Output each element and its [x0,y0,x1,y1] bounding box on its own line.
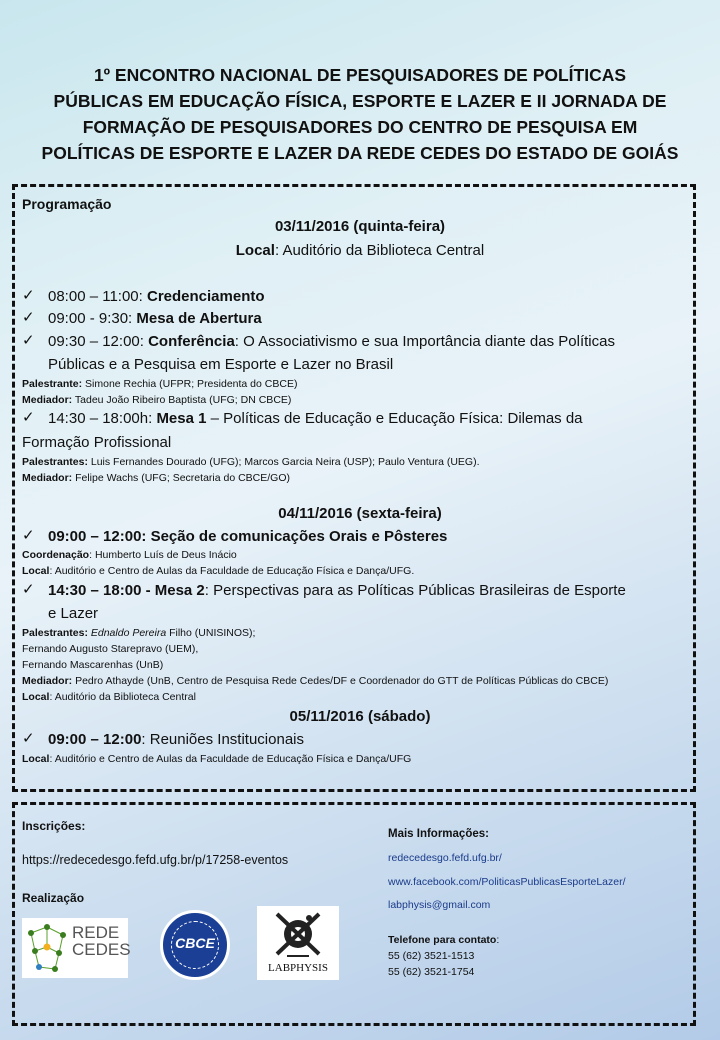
schedule-item: 09:00 – 12:00: Seção de comunicações Orais e Pôsteres [48,528,448,545]
local-line [22,689,196,705]
local-value: : Auditório da Biblioteca Central [49,691,196,703]
realizacao-label: Realização [22,891,85,905]
speaker-line: Fernando Augusto Starepravo (UEM), [22,643,199,655]
footer-box [12,802,696,1026]
item-title: 14:30 – 18:00 - Mesa 2 [48,582,205,599]
coordinator-label: Coordenação [22,549,90,561]
title-line: FORMAÇÃO DE PESQUISADORES DO CENTRO DE PESQUISA EM [82,117,638,137]
labphysis-text: LABPHYSIS [268,962,328,974]
facebook-link[interactable]: www.facebook.com/PoliticasPublicasEsporteLazer/ [388,876,626,888]
local-label: Local [22,565,50,577]
check-icon: ✓ [22,526,35,544]
speaker-name-italic: Ednaldo Pereira [90,627,167,639]
local-label: Local [235,242,275,259]
rede-cedes-text: CEDES [72,940,131,959]
phone-number: 55 (62) 3521-1754 [388,966,475,978]
item-title: Mesa 1 [156,410,207,427]
inscricoes-link[interactable]: https://redecedesgo.fefd.ufg.br/p/17258-eventos [22,853,289,867]
labphysis-logo [257,906,339,980]
schedule-item [48,286,698,308]
mais-info-label: Mais Informações: [388,828,489,840]
event-title [20,62,700,166]
mediator-label: Mediador: [22,675,73,687]
item-time: 08:00 – 11:00: [48,288,147,305]
local-label: Local [22,753,50,765]
speaker-names: Luis Fernandes Dourado (UFG); Marcos Garcia Neira (USP); Paulo Ventura (UEG). [87,456,480,468]
speaker-line [22,454,480,470]
mediator-name: Tadeu João Ribeiro Baptista (UFG; DN CBCE) [72,394,292,406]
title-line: 1º ENCONTRO NACIONAL DE PESQUISADORES DE POLÍTICAS [93,65,627,85]
check-icon: ✓ [22,308,35,326]
mediator-label: Mediador: [22,472,73,484]
speaker-line [22,625,255,641]
schedule-item [48,729,304,751]
cbce-text: CBCE [175,935,215,951]
speaker-line: Fernando Mascarenhas (UnB) [22,659,164,671]
speaker-label: Palestrantes: [22,456,88,468]
local-label: Local [22,691,50,703]
local-value: : Auditório e Centro de Aulas da Faculdade de Educação Física e Dança/UFG [49,753,412,765]
check-icon: ✓ [22,286,35,304]
day1-local [20,240,700,262]
item-title: Credenciamento [146,288,265,305]
rede-cedes-logo [22,918,131,978]
local-line [22,563,414,579]
speaker-name: Simone Rechia (UFPR; Presidenta do CBCE) [82,378,298,390]
item-title: 09:00 – 12:00 [48,731,142,748]
local-value: : Auditório e Centro de Aulas da Faculdade de Educação Física e Dança/UFG. [49,565,415,577]
check-icon: ✓ [22,331,35,349]
speaker-label: Palestrante: [22,378,83,390]
speaker-label: Palestrantes: [22,627,88,639]
schedule-item [48,331,615,353]
email-link[interactable]: labphysis@gmail.com [388,899,491,911]
item-title: Conferência [148,333,235,350]
mediator-name: Pedro Athayde (UnB, Centro de Pesquisa Rede Cedes/DF e Coordenador do GTT de Políticas Públicas do CBCE) [72,675,609,687]
local-value: : Auditório da Biblioteca Central [274,242,485,259]
inscricoes-label: Inscrições: [22,819,86,833]
item-description: : Perspectivas para as Políticas Públicas Brasileiras de Esporte [204,582,626,599]
item-description-cont: Formação Profissional [22,434,172,451]
schedule-item [48,580,626,602]
mediator-line [22,673,608,689]
day1-date: 03/11/2016 (quinta-feira) [274,218,446,235]
rede-cedes-network-icon [25,923,69,973]
mediator-label: Mediador: [22,394,73,406]
phone-label-line: Telefone para contato: [388,934,500,946]
item-description: : Reuniões Institucionais [141,731,304,748]
day3-date: 05/11/2016 (sábado) [289,708,431,725]
mediator-line [22,470,290,486]
local-line [22,751,411,767]
title-line: PÚBLICAS EM EDUCAÇÃO FÍSICA, ESPORTE E LAZER E II JORNADA DE [53,91,667,111]
speaker-name-rest: Filho (UNISINOS); [166,627,256,639]
check-icon: ✓ [22,408,35,426]
item-description-cont: e Lazer [48,605,99,622]
item-description: : O Associativismo e sua Importância diante das Políticas [234,333,615,350]
schedule-item [48,408,583,430]
phone-number: 55 (62) 3521-1513 [388,950,475,962]
schedule-item [48,308,698,330]
program-heading: Programação [22,196,112,212]
mediator-line [22,392,291,408]
item-title: Mesa de Abertura [136,310,262,327]
phone-label: Telefone para contato [388,934,497,946]
check-icon: ✓ [22,580,35,598]
coordinator-name: : Humberto Luís de Deus Inácio [89,549,237,561]
info-link[interactable]: redecedesgo.fefd.ufg.br/ [388,852,502,864]
day2-date: 04/11/2016 (sexta-feira) [278,505,442,522]
cbce-logo [160,910,230,980]
speaker-line [22,376,297,392]
item-time: 09:30 – 12:00: [48,333,149,350]
rede-cedes-text: REDE [72,923,120,942]
mediator-name: Felipe Wachs (UFG; Secretaria do CBCE/GO) [72,472,291,484]
item-description: – Políticas de Educação e Educação Física: Dilemas da [206,410,583,427]
coordinator-line [22,547,237,563]
item-time: 09:00 - 9:30: [48,310,137,327]
item-time: 14:30 – 18:00h: [48,410,157,427]
item-description-cont: Públicas e a Pesquisa em Esporte e Lazer no Brasil [48,356,394,373]
labphysis-emblem-icon [257,908,339,964]
check-icon: ✓ [22,729,35,747]
title-line: POLÍTICAS DE ESPORTE E LAZER DA REDE CEDES DO ESTADO DE GOIÁS [41,143,679,163]
